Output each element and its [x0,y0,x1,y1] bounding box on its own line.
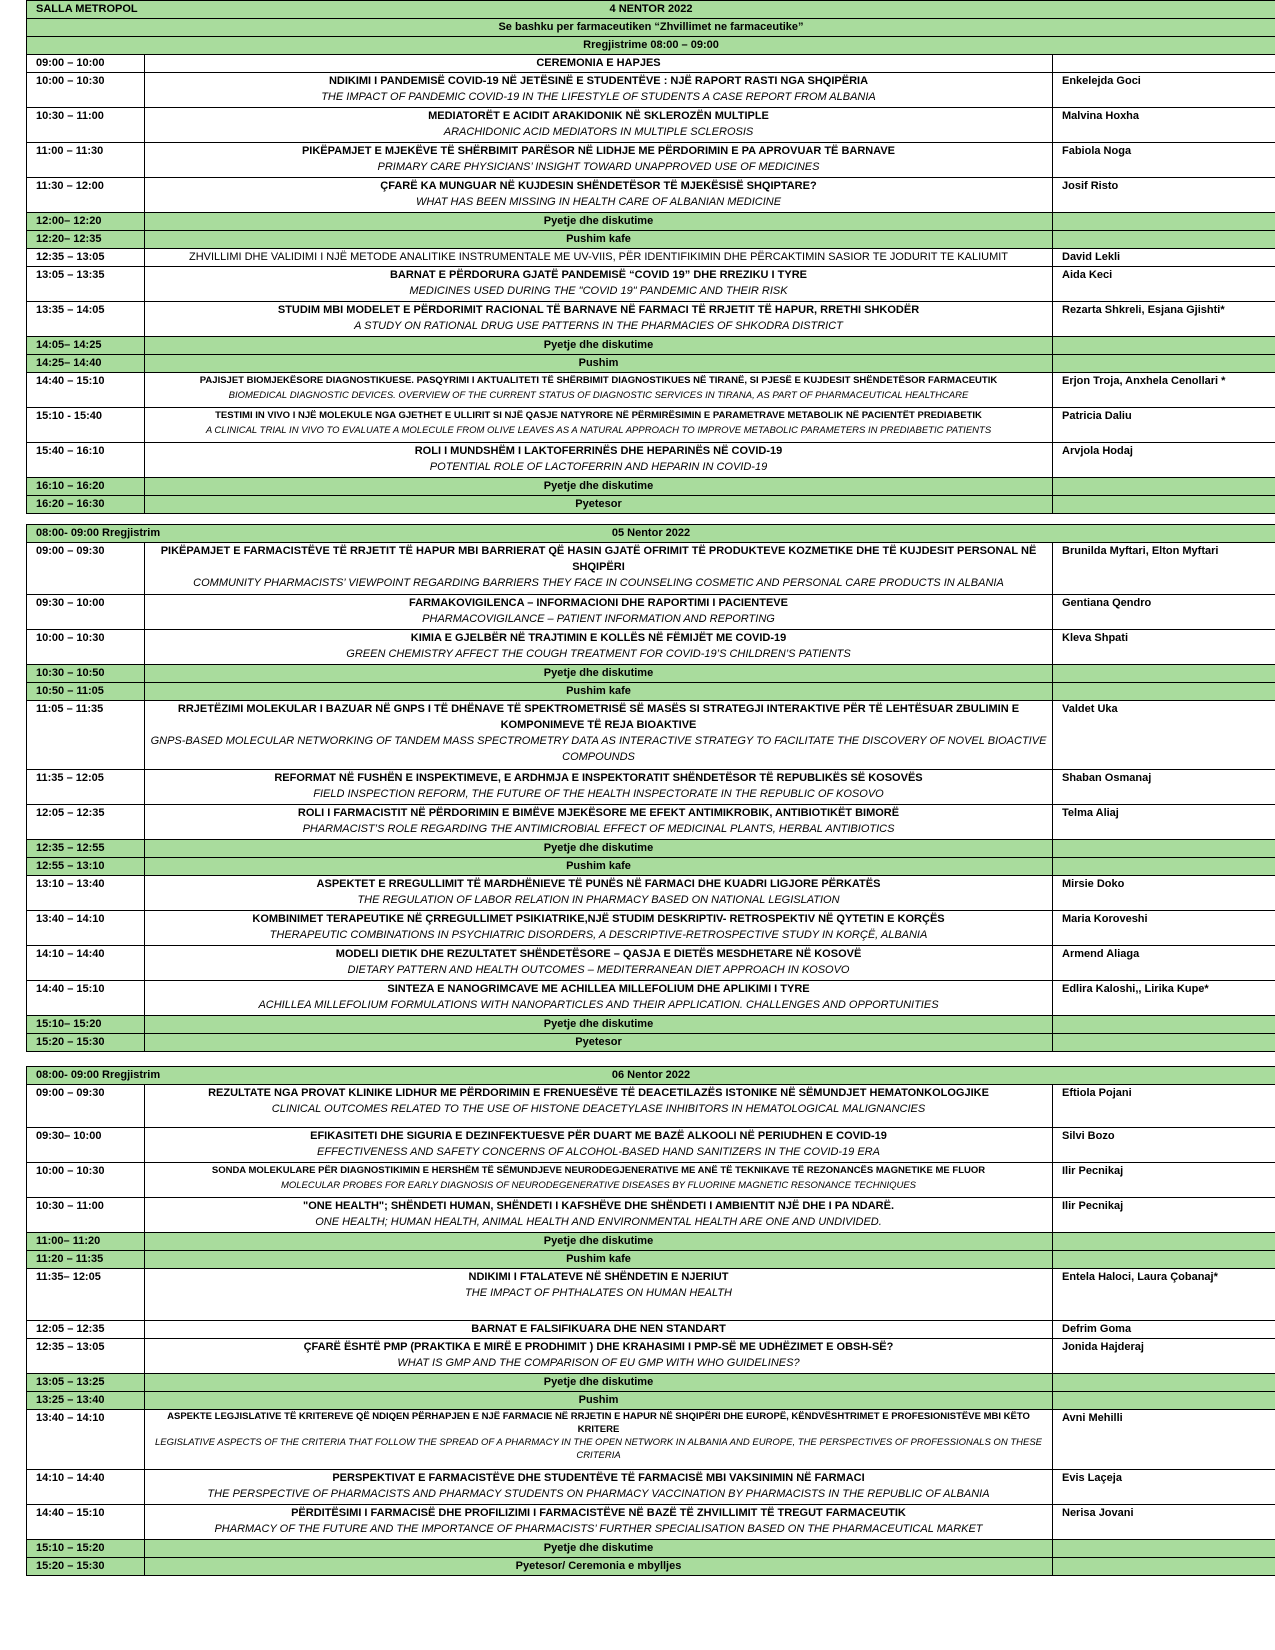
speaker-name: Malvina Hoxha [1053,108,1275,143]
title-albanian: Pyetesor [575,1036,622,1048]
speaker-name: Armend Aliaga [1053,946,1275,981]
speaker-name [1053,355,1275,373]
title-albanian: BARNAT E FALSIFIKUARA DHE NEN STANDART [471,1323,726,1335]
title-english: THE IMPACT OF PHTHALATES ON HUMAN HEALTH [465,1287,732,1299]
break-label [145,478,1053,496]
title-english: DIETARY PATTERN AND HEALTH OUTCOMES – MEDITERRANEAN DIET APPROACH IN KOSOVO [347,964,850,976]
title-albanian: Pyetje dhe diskutime [543,1542,654,1554]
session-time: 15:10 – 15:20 [27,1540,145,1558]
break-row [27,665,1275,683]
title-albanian: KIMIA E GJELBËR NË TRAJTIMIN E KOLLËS NË FËMIJËT ME COVID-19 [410,632,787,644]
title-english: COMMUNITY PHARMACISTS’ VIEWPOINT REGARDING BARRIERS THEY FACE IN COUNSELING COSMETIC AND PERSONAL CARE PRODUCTS IN ALBANIA [193,577,1004,589]
break-row [27,1374,1275,1392]
session-row [27,1321,1275,1339]
speaker-name [1053,1016,1275,1034]
registration-time: Rregjistrime 08:00 – 09:00 [27,37,1275,55]
title-albanian: Pushim kafe [566,860,631,872]
title-albanian: SINTEZA E NANOGRIMCAVE ME ACHILLEA MILLEFOLIUM DHE APLIKIMI I TYRE [387,983,810,995]
title-albanian: KOMBINIMET TERAPEUTIKE NË ÇRREGULLIMET PSIKIATRIKE,NJË STUDIM DESKRIPTIV- RETROSPEKTIV NË QYTETIN E KORÇËS [252,913,945,925]
title-english: FIELD INSPECTION REFORM, THE FUTURE OF THE HEALTH INSPECTORATE IN THE REPUBLIC OF KOSOVO [313,788,884,800]
day-1-date: 4 NENTOR 2022 [609,3,693,15]
title-albanian: PAJISJET BIOMJEKËSORE DIAGNOSTIKUESE. PASQYRIMI I AKTUALITETI TË SHËRBIMIT DIAGNOSTIKUES NË TIRANË, SI PJESË E KUJDESIT SHËNDETËSOR FARMACEUTIK [199,375,998,386]
session-row [27,1085,1275,1128]
session-time: 12:55 – 13:10 [27,858,145,876]
session-title [145,178,1053,213]
title-albanian: ASPEKTET E RREGULLIMIT TË MARDHËNIEVE TË PUNËS NË FARMACI DHE KUADRI LIGJORE PËRKATËS [316,878,881,890]
conference-subtitle: Se bashku per farmaceutiken “Zhvillimet ne farmaceutike” [27,19,1275,37]
session-title [145,443,1053,478]
session-title [145,630,1053,665]
title-albanian: Pushim kafe [566,1253,631,1265]
session-row [27,267,1275,302]
session-time: 11:05 – 11:35 [27,701,145,770]
day-2-registration: 08:00- 09:00 Rregjistrim [36,527,161,539]
day-3-schedule [26,1066,1275,1576]
session-time: 09:00 – 10:00 [27,55,145,73]
session-title [145,543,1053,595]
speaker-name: Ilir Pecnikaj [1053,1163,1275,1198]
speaker-name: Edlira Kaloshi,, Lirika Kupe* [1053,981,1275,1016]
title-albanian: Pyetje dhe diskutime [543,1376,654,1388]
session-title [145,1085,1053,1128]
break-label [145,1392,1053,1410]
title-english: THE PERSPECTIVE OF PHARMACISTS AND PHARMACY STUDENTS ON PHARMACY VACCINATION BY PHARMACISTS IN THE REPUBLIC OF ALBANIA [207,1488,990,1500]
title-albanian: Pyetesor [575,498,622,510]
title-albanian: PËRDITËSIMI I FARMACISË DHE PROFILIZIMI I FARMACISTËVE NË BAZË TË ZHVILLIMIT TË TREGUT FARMACEUTIK [291,1507,906,1519]
session-title [145,770,1053,805]
session-time: 10:30 – 11:00 [27,1198,145,1233]
session-row [27,108,1275,143]
speaker-name [1053,1374,1275,1392]
title-english: THERAPEUTIC COMBINATIONS IN PSYCHIATRIC DISORDERS, A DESCRIPTIVE-RETROSPECTIVE STUDY IN KORÇË, ALBANIA [269,929,928,941]
session-row [27,55,1275,73]
session-title [145,267,1053,302]
session-row [27,1339,1275,1374]
day-1-header-row [27,1,1275,19]
session-title [145,1269,1053,1321]
session-time: 10:30 – 11:00 [27,108,145,143]
session-row [27,143,1275,178]
title-english: ONE HEALTH; HUMAN HEALTH, ANIMAL HEALTH AND ENVIRONMENTAL HEALTH ARE ONE AND UNDIVIDED. [315,1216,882,1228]
session-time: 10:30 – 10:50 [27,665,145,683]
session-row [27,805,1275,840]
session-time: 14:10 – 14:40 [27,946,145,981]
session-time: 15:40 – 16:10 [27,443,145,478]
day-2-header-row [27,525,1275,543]
session-time: 09:00 – 09:30 [27,1085,145,1128]
speaker-name: Rezarta Shkreli, Esjana Gjishti* [1053,302,1275,337]
session-title [145,55,1053,73]
session-row [27,701,1275,770]
break-row [27,1034,1275,1052]
session-time: 12:35 – 12:55 [27,840,145,858]
break-label [145,213,1053,231]
session-title [145,143,1053,178]
session-row [27,770,1275,805]
session-time: 09:00 – 09:30 [27,543,145,595]
session-time: 16:10 – 16:20 [27,478,145,496]
session-row [27,302,1275,337]
title-albanian: Pyetje dhe diskutime [543,1018,654,1030]
break-row [27,683,1275,701]
session-title [145,1198,1053,1233]
break-row [27,1558,1275,1576]
title-albanian: RRJETËZIMI MOLEKULAR I BAZUAR NË GNPS I TË DHËNAVE TË SPEKTROMETRISË SË MASËS SI STRATEGJI INTERAKTIVE PËR TË LEHTËSUAR ZBULIMIN E KOMPONIMEVE TË REJA BIOAKTIVE [177,703,1020,731]
break-label [145,337,1053,355]
title-albanian: NDIKIMI I FTALATEVE NË SHËNDETIN E NJERIUT [468,1271,729,1283]
session-title [145,1410,1053,1470]
session-time: 14:40 – 15:10 [27,981,145,1016]
session-time: 13:40 – 14:10 [27,911,145,946]
session-time: 14:40 – 15:10 [27,1505,145,1540]
title-albanian: MODELI DIETIK DHE REZULTATET SHËNDETËSORE – QASJA E DIETËS MESDHETARE NË KOSOVË [335,948,862,960]
break-label [145,858,1053,876]
title-albanian: ASPEKTE LEGJISLATIVE TË KRITEREVE QË NDIQEN PËRHAPJEN E NJË FARMACIE NË RRJETIN E HAPUR NË SHQIPËRI DHE EUROPË, KËNDVËSHTRIMET E PROFESIONISTËVE MBI KËTO KRITERE [167,1411,1030,1435]
break-label [145,231,1053,249]
title-english: ARACHIDONIC ACID MEDIATORS IN MULTIPLE SCLEROSIS [443,126,754,138]
session-title [145,805,1053,840]
title-albanian: PIKËPAMJET E MJEKËVE TË SHËRBIMIT PARËSOR NË LIDHJE ME PËRDORIMIN E PA APROVUAR TË BARNAVE [301,145,896,157]
title-albanian: TESTIMI IN VIVO I NJË MOLEKULE NGA GJETHET E ULLIRIT SI NJË QASJE NATYRORE NË PËRMIRËSIMIN E PARAMETRAVE METABOLIK NË PACIENTËT PREDIABETIK [215,410,982,421]
title-albanian: SONDA MOLEKULARE PËR DIAGNOSTIKIMIN E HERSHËM TË SËMUNDJEVE NEURODEGJENERATIVE ME ANË TË TEKNIKAVE TË REZONANCËS MAGNETIKE ME FLUOR [211,1165,986,1176]
break-row [27,355,1275,373]
day-1-table [26,0,1275,514]
break-row [27,1233,1275,1251]
session-title [145,373,1053,408]
session-row [27,73,1275,108]
title-albanian: PERSPEKTIVAT E FARMACISTËVE DHE STUDENTËVE TË FARMACISË MBI VAKSINIMIN NË FARMACI [332,1472,865,1484]
session-row [27,630,1275,665]
session-time: 09:30– 10:00 [27,1128,145,1163]
break-label [145,665,1053,683]
session-row [27,1163,1275,1198]
speaker-name: Brunilda Myftari, Elton Myftari [1053,543,1275,595]
session-time: 13:40 – 14:10 [27,1410,145,1470]
session-time: 13:05 – 13:25 [27,1374,145,1392]
speaker-name: Avni Mehilli [1053,1410,1275,1470]
session-row [27,1198,1275,1233]
session-row [27,911,1275,946]
speaker-name [1053,1034,1275,1052]
session-title [145,595,1053,630]
session-time: 11:35 – 12:05 [27,770,145,805]
session-time: 09:30 – 10:00 [27,595,145,630]
break-row [27,1392,1275,1410]
title-english: PHARMACOVIGILANCE – PATIENT INFORMATION AND REPORTING [422,613,775,625]
speaker-name [1053,1558,1275,1576]
session-time: 15:20 – 15:30 [27,1034,145,1052]
break-row [27,1016,1275,1034]
session-time: 13:10 – 13:40 [27,876,145,911]
session-row [27,373,1275,408]
break-label [145,1540,1053,1558]
title-albanian: Pushim [578,357,619,369]
session-time: 10:00 – 10:30 [27,1163,145,1198]
day-1-registration-row [27,37,1275,55]
speaker-name: Evis Laçeja [1053,1470,1275,1505]
title-english: THE REGULATION OF LABOR RELATION IN PHARMACY BASED ON NATIONAL LEGISLATION [357,894,840,906]
session-title [145,302,1053,337]
speaker-name: David Lekli [1053,249,1275,267]
session-row [27,1470,1275,1505]
speaker-name: Telma Aliaj [1053,805,1275,840]
day-2-date: 05 Nentor 2022 [611,527,691,539]
title-english: CLINICAL OUTCOMES RELATED TO THE USE OF HISTONE DEACETYLASE INHIBITORS IN HEMATOLOGICAL MALIGNANCIES [271,1103,926,1115]
title-albanian: Pyetje dhe diskutime [543,339,654,351]
session-time: 13:05 – 13:35 [27,267,145,302]
title-albanian: STUDIM MBI MODELET E PËRDORIMIT RACIONAL TË BARNAVE NË FARMACI TË RRJETIT TË HAPUR, RRETHI SHKODËR [277,304,920,316]
break-label [145,1251,1053,1269]
session-title [145,1339,1053,1374]
speaker-name: Gentiana Qendro [1053,595,1275,630]
session-time: 12:35 – 13:05 [27,1339,145,1374]
session-time: 11:00– 11:20 [27,1233,145,1251]
session-title [145,1128,1053,1163]
session-time: 14:40 – 15:10 [27,373,145,408]
break-row [27,213,1275,231]
break-label [145,1034,1053,1052]
session-time: 15:20 – 15:30 [27,1558,145,1576]
speaker-name: Silvi Bozo [1053,1128,1275,1163]
session-title [145,876,1053,911]
session-row [27,408,1275,443]
break-label [145,1233,1053,1251]
session-row [27,543,1275,595]
session-row [27,946,1275,981]
day-1-subtitle-row [27,19,1275,37]
speaker-name [1053,231,1275,249]
session-row [27,249,1275,267]
break-row [27,1251,1275,1269]
title-english: A STUDY ON RATIONAL DRUG USE PATTERNS IN THE PHARMACIES OF SHKODRA DISTRICT [354,320,843,332]
session-time: 11:00 – 11:30 [27,143,145,178]
session-time: 11:35– 12:05 [27,1269,145,1321]
title-english: ACHILLEA MILLEFOLIUM FORMULATIONS WITH NANOPARTICLES AND THEIR APPLICATION. CHALLENGES AND OPPORTUNITIES [258,999,939,1011]
speaker-name [1053,1233,1275,1251]
day-3-header-row [27,1067,1275,1085]
speaker-name: Ilir Pecnikaj [1053,1198,1275,1233]
speaker-name: Enkelejda Goci [1053,73,1275,108]
session-title [145,1470,1053,1505]
title-albanian: PIKËPAMJET E FARMACISTËVE TË RRJETIT TË HAPUR MBI BARRIERAT QË HASIN GJATË OFRIMIT TË PRODUKTEVE KOZMETIKE DHE TË KUJDESIT PERSONAL NË SHQIPËRI [160,545,1037,573]
title-albanian: FARMAKOVIGILENCA – INFORMACIONI DHE RAPORTIMI I PACIENTEVE [409,597,788,609]
break-row [27,858,1275,876]
session-title [145,108,1053,143]
session-row [27,595,1275,630]
session-time: 13:35 – 14:05 [27,302,145,337]
speaker-name: Shaban Osmanaj [1053,770,1275,805]
session-title [145,1321,1053,1339]
break-row [27,231,1275,249]
title-english: A CLINICAL TRIAL IN VIVO TO EVALUATE A MOLECULE FROM OLIVE LEAVES AS A NATURAL APPROACH TO IMPROVE METABOLIC PARAMETERS IN PREDIABETIC PATIENTS [205,425,992,436]
break-row [27,496,1275,514]
day-3-registration: 08:00- 09:00 Rregjistrim [36,1069,161,1081]
break-row [27,337,1275,355]
title-albanian: Pyetesor/ Ceremonia e mbylljes [515,1560,682,1572]
title-albanian: BARNAT E PËRDORURA GJATË PANDEMISË “COVID 19” DHE RREZIKU I TYRE [389,269,808,281]
title-english: MOLECULAR PROBES FOR EARLY DIAGNOSIS OF NEURODEGENERATIVE DISEASES BY FLUORINE MAGNETIC RESONANCE TECHNIQUES [280,1180,917,1191]
session-title [145,408,1053,443]
title-english: PHARMACIST’S ROLE REGARDING THE ANTIMICROBIAL EFFECT OF MEDICINAL PLANTS, HERBAL ANTIBIOTICS [302,823,895,835]
title-english: POTENTIAL ROLE OF LACTOFERRIN AND HEPARIN IN COVID-19 [429,461,768,473]
speaker-name: Nerisa Jovani [1053,1505,1275,1540]
session-time: 12:00– 12:20 [27,213,145,231]
session-title [145,249,1053,267]
title-english: WHAT IS GMP AND THE COMPARISON OF EU GMP WITH WHO GUIDELINES? [397,1357,800,1369]
speaker-name: Kleva Shpati [1053,630,1275,665]
session-time: 12:05 – 12:35 [27,805,145,840]
speaker-name: Eftiola Pojani [1053,1085,1275,1128]
title-albanian: ÇFARË ËSHTË PMP (PRAKTIKA E MIRË E PRODHIMIT ) DHE KRAHASIMI I PMP-SË ME UDHËZIMET E OBSH-SË? [303,1341,894,1353]
title-english: THE IMPACT OF PANDEMIC COVID-19 IN THE LIFESTYLE OF STUDENTS A CASE REPORT FROM ALBANIA [321,91,876,103]
speaker-name [1053,496,1275,514]
title-albanian: Pyetje dhe diskutime [543,842,654,854]
title-albanian: Pyetje dhe diskutime [543,667,654,679]
speaker-name: Defrim Goma [1053,1321,1275,1339]
session-title [145,981,1053,1016]
speaker-name [1053,665,1275,683]
title-albanian: Pushim [578,1394,619,1406]
speaker-name: Jonida Hajderaj [1053,1339,1275,1374]
speaker-name [1053,337,1275,355]
break-label [145,1374,1053,1392]
session-time: 15:10– 15:20 [27,1016,145,1034]
title-albanian: ROLI I MUNDSHËM I LAKTOFERRINËS DHE HEPARINËS NË COVID-19 [414,445,783,457]
session-time: 14:10 – 14:40 [27,1470,145,1505]
session-row [27,876,1275,911]
break-row [27,1540,1275,1558]
speaker-name: Entela Haloci, Laura Çobanaj* [1053,1269,1275,1321]
title-albanian: Pyetje dhe diskutime [543,480,654,492]
session-time: 12:20– 12:35 [27,231,145,249]
break-label [145,683,1053,701]
day-1-schedule [26,0,1275,514]
speaker-name [1053,213,1275,231]
title-albanian: Pushim kafe [566,233,631,245]
day-2-table [26,524,1275,1052]
venue-label: SALLA METROPOL [36,3,138,15]
speaker-name [1053,1392,1275,1410]
title-english: EFFECTIVENESS AND SAFETY CONCERNS OF ALCOHOL-BASED HAND SANITIZERS IN THE COVID-19 ERA [317,1146,880,1158]
speaker-name: Maria Koroveshi [1053,911,1275,946]
break-label [145,496,1053,514]
session-row [27,1410,1275,1470]
title-albanian: CEREMONIA E HAPJES [536,57,661,69]
title-english: BIOMEDICAL DIAGNOSTIC DEVICES. OVERVIEW OF THE CURRENT STATUS OF DIAGNOSTIC SERVICES IN TIRANA, AS PART OF PHARMACEUTICAL HEALTHCARE [228,390,969,401]
break-label [145,1558,1053,1576]
speaker-name: Patricia Daliu [1053,408,1275,443]
session-row [27,443,1275,478]
title-english: PHARMACY OF THE FUTURE AND THE IMPORTANCE OF PHARMACISTS’ FURTHER SPECIALISATION BASED ON THE PHARMACEUTICAL MARKET [214,1523,983,1535]
session-time: 13:25 – 13:40 [27,1392,145,1410]
title-albanian: REFORMAT NË FUSHËN E INSPEKTIMEVE, E ARDHMJA E INSPEKTORATIT SHËNDETËSOR TË REPUBLIKËS SË KOSOVËS [274,772,923,784]
session-time: 10:50 – 11:05 [27,683,145,701]
session-time: 14:25– 14:40 [27,355,145,373]
title-albanian: ROLI I FARMACISTIT NË PËRDORIMIN E BIMËVE MJEKËSORE ME EFEKT ANTIMIKROBIK, ANTIBIOTIKËT BIMORË [297,807,900,819]
session-row [27,981,1275,1016]
break-row [27,840,1275,858]
session-time: 11:30 – 12:00 [27,178,145,213]
session-time: 10:00 – 10:30 [27,73,145,108]
session-time: 10:00 – 10:30 [27,630,145,665]
break-row [27,478,1275,496]
session-row [27,1505,1275,1540]
session-title [145,1505,1053,1540]
title-albanian: ZHVILLIMI DHE VALIDIMI I NJË METODE ANALITIKE INSTRUMENTALE ME UV-VIIS, PËR IDENTIFIKIMIN DHE PËRCAKTIMIN SASIOR TE JODURIT TE KALIUMIT [188,251,1009,263]
title-english: WHAT HAS BEEN MISSING IN HEALTH CARE OF ALBANIAN MEDICINE [415,196,782,208]
session-title [145,1163,1053,1198]
speaker-name [1053,683,1275,701]
session-title [145,73,1053,108]
session-time: 11:20 – 11:35 [27,1251,145,1269]
day-3-date: 06 Nentor 2022 [611,1069,691,1081]
session-title [145,701,1053,770]
speaker-name [1053,478,1275,496]
speaker-name [1053,1251,1275,1269]
speaker-name: Valdet Uka [1053,701,1275,770]
speaker-name [1053,858,1275,876]
day-3-table [26,1066,1275,1576]
title-albanian: Pyetje dhe diskutime [543,1235,654,1247]
speaker-name: Aida Keci [1053,267,1275,302]
title-albanian: ÇFARË KA MUNGUAR NË KUJDESIN SHËNDETËSOR TË MJEKËSISË SHQIPTARE? [380,180,817,192]
speaker-name: Erjon Troja, Anxhela Cenollari * [1053,373,1275,408]
speaker-name [1053,55,1275,73]
day-2-schedule [26,524,1275,1052]
session-time: 12:05 – 12:35 [27,1321,145,1339]
session-title [145,911,1053,946]
title-albanian: NDIKIMI I PANDEMISË COVID-19 NË JETËSINË E STUDENTËVE : NJË RAPORT RASTI NGA SHQIPËRIA [328,75,869,87]
title-english: GREEN CHEMISTRY AFFECT THE COUGH TREATMENT FOR COVID-19’S CHILDREN’S PATIENTS [346,648,851,660]
session-time: 14:05– 14:25 [27,337,145,355]
speaker-name [1053,1540,1275,1558]
break-label [145,355,1053,373]
title-albanian: "ONE HEALTH"; SHËNDETI HUMAN, SHËNDETI I KAFSHËVE DHE SHËNDETI I AMBIENTIT NJË DHE I PA NDARË. [302,1200,895,1212]
title-english: GNPS-BASED MOLECULAR NETWORKING OF TANDEM MASS SPECTROMETRY DATA AS INTERACTIVE STRATEGY TO FACILITATE THE DISCOVERY OF NOVEL BIOACTIVE COMPOUNDS [150,735,1047,763]
session-row [27,178,1275,213]
title-english: MEDICINES USED DURING THE "COVID 19" PANDEMIC AND THEIR RISK [409,285,788,297]
break-label [145,1016,1053,1034]
speaker-name: Josif Risto [1053,178,1275,213]
session-row [27,1269,1275,1321]
session-time: 15:10 - 15:40 [27,408,145,443]
break-label [145,840,1053,858]
session-time: 12:35 – 13:05 [27,249,145,267]
title-albanian: Pushim kafe [566,685,631,697]
speaker-name: Mirsie Doko [1053,876,1275,911]
speaker-name: Arvjola Hodaj [1053,443,1275,478]
session-row [27,1128,1275,1163]
title-albanian: EFIKASITETI DHE SIGURIA E DEZINFEKTUESVE PËR DUART ME BAZË ALKOOLI NË PERIUDHEN E COVID-19 [310,1130,887,1142]
speaker-name [1053,840,1275,858]
title-albanian: MEDIATORËT E ACIDIT ARAKIDONIK NË SKLEROZËN MULTIPLE [428,110,769,122]
title-albanian: REZULTATE NGA PROVAT KLINIKE LIDHUR ME PËRDORIMIN E FRENUESËVE TË DEACETILAZËS ISTONIKE NË SËMUNDJET HEMATONKOLOGJIKE [208,1087,989,1099]
title-albanian: Pyetje dhe diskutime [543,215,654,227]
title-english: PRIMARY CARE PHYSICIANS’ INSIGHT TOWARD UNAPPROVED USE OF MEDICINES [377,161,820,173]
session-time: 16:20 – 16:30 [27,496,145,514]
session-title [145,946,1053,981]
speaker-name: Fabiola Noga [1053,143,1275,178]
title-english: LEGISLATIVE ASPECTS OF THE CRITERIA THAT FOLLOW THE SPREAD OF A PHARMACY IN THE OPEN NETWORK IN ALBANIA AND EUROPE, THE PERSPECTIVES OF PROFESSIONALS ON THESE CRITERIA [154,1437,1042,1461]
